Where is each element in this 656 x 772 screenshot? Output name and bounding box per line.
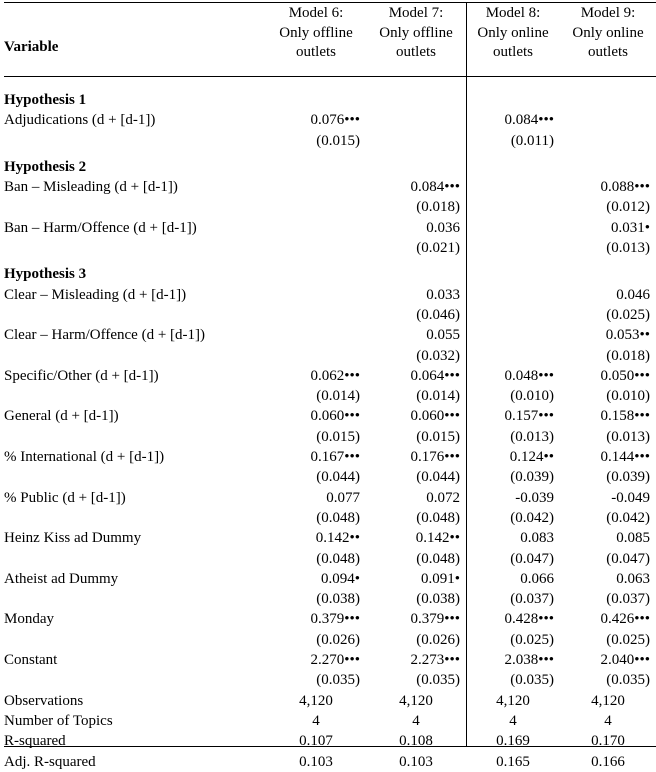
standard-error-row: [4, 427, 656, 447]
standard-error-cell: (0.047): [606, 550, 650, 567]
standard-error-cell: (0.048): [416, 550, 460, 567]
standard-error-row: [4, 549, 656, 569]
model-header: [366, 4, 466, 84]
coefficient-cell: 0.176•••: [410, 449, 460, 466]
coefficient-row: [4, 488, 656, 508]
standard-error-cell: (0.013): [606, 240, 650, 257]
empty-cell: [266, 90, 366, 110]
empty-cell: [366, 264, 466, 284]
standard-error-row: [4, 670, 656, 690]
coefficient-cell: 0.426•••: [600, 611, 650, 628]
empty-cell: [4, 238, 266, 258]
standard-error-row: [4, 386, 656, 406]
coefficient-cell: 0.048•••: [504, 367, 554, 384]
coefficient-row: [4, 285, 656, 305]
coefficient-cell: [560, 110, 656, 130]
regression-table-page: [4, 0, 656, 770]
coefficient-cell: [266, 325, 366, 345]
standard-error-cell: [466, 238, 560, 258]
statistic-value: 4,120: [399, 692, 433, 709]
hypothesis-heading-row: [4, 157, 656, 177]
empty-cell: [4, 305, 266, 325]
variable-label: % International (d + [d-1]): [4, 449, 165, 466]
coefficient-cell: 0.077: [326, 489, 360, 506]
coefficient-cell: [466, 177, 560, 197]
standard-error-cell: (0.025): [606, 306, 650, 323]
statistic-label: R-squared: [4, 733, 66, 750]
standard-error-cell: (0.048): [416, 509, 460, 526]
statistic-value: 0.108: [399, 733, 433, 750]
coefficient-cell: 2.270•••: [310, 652, 360, 669]
model-outlet-type: Only online: [477, 24, 549, 41]
coefficient-cell: -0.049: [611, 489, 650, 506]
coefficient-cell: 0.088•••: [600, 179, 650, 196]
empty-cell: [4, 131, 266, 151]
empty-cell: [466, 90, 560, 110]
empty-cell: [266, 157, 366, 177]
coefficient-cell: [266, 177, 366, 197]
standard-error-cell: (0.038): [416, 591, 460, 608]
coefficient-row: [4, 569, 656, 589]
model-header: [560, 4, 656, 84]
model-outlet-word: outlets: [493, 44, 533, 60]
coefficient-row: [4, 406, 656, 426]
standard-error-cell: (0.014): [416, 388, 460, 405]
empty-cell: [466, 264, 560, 284]
standard-error-cell: (0.035): [510, 672, 554, 689]
standard-error-cell: (0.039): [510, 469, 554, 486]
coefficient-cell: [266, 218, 366, 238]
variable-label: Ban – Harm/Offence (d + [d-1]): [4, 219, 197, 236]
coefficient-cell: 0.031•: [610, 219, 650, 236]
coefficient-cell: 0.064•••: [410, 367, 460, 384]
empty-cell: [266, 264, 366, 284]
standard-error-cell: (0.035): [316, 672, 360, 689]
statistic-value: 4,120: [496, 692, 530, 709]
empty-cell: [366, 157, 466, 177]
variable-label: Heinz Kiss ad Dummy: [4, 530, 142, 547]
coefficient-cell: 0.050•••: [600, 367, 650, 384]
empty-cell: [4, 386, 266, 406]
coefficient-cell: 0.142••: [415, 530, 460, 547]
coefficient-cell: 0.046: [616, 286, 650, 303]
statistic-value: 0.165: [496, 753, 530, 770]
statistic-value: 4: [412, 712, 420, 729]
coefficient-cell: 0.055: [426, 327, 460, 344]
variable-label: Specific/Other (d + [d-1]): [4, 367, 159, 384]
coefficient-cell: [466, 218, 560, 238]
hypothesis-heading: Hypothesis 2: [4, 158, 87, 175]
statistic-value: 4: [312, 712, 320, 729]
coefficient-row: [4, 366, 656, 386]
model-outlet-word: outlets: [588, 44, 628, 60]
coefficient-row: [4, 218, 656, 238]
variable-label: % Public (d + [d-1]): [4, 489, 126, 506]
standard-error-cell: (0.015): [316, 428, 360, 445]
variable-label: Atheist ad Dummy: [4, 570, 119, 587]
standard-error-cell: (0.039): [606, 469, 650, 486]
coefficient-cell: 0.379•••: [410, 611, 460, 628]
coefficient-cell: [466, 285, 560, 305]
variable-header: Variable: [4, 39, 59, 56]
coefficient-cell: 0.053••: [605, 327, 650, 344]
variable-label: General (d + [d-1]): [4, 408, 119, 425]
empty-cell: [4, 508, 266, 528]
standard-error-cell: (0.012): [606, 199, 650, 216]
empty-cell: [4, 549, 266, 569]
empty-cell: [366, 90, 466, 110]
regression-table: [4, 4, 656, 772]
standard-error-cell: [466, 305, 560, 325]
standard-error-cell: (0.044): [316, 469, 360, 486]
empty-cell: [4, 630, 266, 650]
statistic-label: Observations: [4, 692, 84, 709]
model-number: Model 7:: [388, 5, 444, 21]
standard-error-cell: (0.015): [416, 428, 460, 445]
standard-error-cell: [266, 305, 366, 325]
coefficient-cell: 0.072: [426, 489, 460, 506]
coefficient-row: [4, 110, 656, 130]
coefficient-cell: 0.124••: [509, 449, 554, 466]
statistic-value: 4: [604, 712, 612, 729]
standard-error-cell: [560, 131, 656, 151]
standard-error-cell: (0.048): [316, 509, 360, 526]
statistic-value: 0.103: [399, 753, 433, 770]
standard-error-cell: (0.010): [606, 388, 650, 405]
standard-error-cell: (0.047): [510, 550, 554, 567]
empty-cell: [4, 346, 266, 366]
standard-error-cell: (0.035): [606, 672, 650, 689]
variable-label: Clear – Misleading (d + [d-1]): [4, 286, 187, 303]
standard-error-cell: [266, 346, 366, 366]
coefficient-cell: 0.033: [426, 286, 460, 303]
coefficient-row: [4, 447, 656, 467]
empty-cell: [560, 157, 656, 177]
hypothesis-heading-row: [4, 264, 656, 284]
standard-error-row: [4, 197, 656, 217]
standard-error-cell: (0.015): [316, 132, 360, 149]
statistic-value: 4,120: [299, 692, 333, 709]
standard-error-cell: (0.037): [510, 591, 554, 608]
variable-label: Clear – Harm/Offence (d + [d-1]): [4, 327, 206, 344]
coefficient-cell: 0.094•: [320, 570, 360, 587]
standard-error-row: [4, 131, 656, 151]
standard-error-cell: (0.021): [416, 240, 460, 257]
coefficient-cell: 2.038•••: [504, 652, 554, 669]
statistic-value: 0.166: [591, 753, 625, 770]
coefficient-cell: 0.085: [616, 530, 650, 547]
hypothesis-heading: Hypothesis 3: [4, 266, 87, 283]
statistic-value: 4,120: [591, 692, 625, 709]
standard-error-cell: (0.035): [416, 672, 460, 689]
hypothesis-heading-row: [4, 90, 656, 110]
standard-error-row: [4, 238, 656, 258]
standard-error-row: [4, 305, 656, 325]
standard-error-cell: [266, 238, 366, 258]
standard-error-cell: (0.026): [316, 631, 360, 648]
standard-error-row: [4, 589, 656, 609]
standard-error-cell: (0.037): [606, 591, 650, 608]
standard-error-row: [4, 630, 656, 650]
coefficient-cell: [466, 325, 560, 345]
standard-error-cell: (0.048): [316, 550, 360, 567]
model-number: Model 8:: [485, 5, 541, 21]
coefficient-cell: 0.091•: [420, 570, 460, 587]
standard-error-cell: [366, 131, 466, 151]
model-outlet-type: Only online: [572, 24, 644, 41]
standard-error-cell: [266, 197, 366, 217]
standard-error-cell: (0.010): [510, 388, 554, 405]
coefficient-cell: 0.142••: [315, 530, 360, 547]
standard-error-cell: (0.014): [316, 388, 360, 405]
coefficient-row: [4, 177, 656, 197]
standard-error-row: [4, 467, 656, 487]
standard-error-cell: (0.046): [416, 306, 460, 323]
model-header: [266, 4, 366, 84]
variable-label: Constant: [4, 652, 58, 669]
statistic-label: Adj. R-squared: [4, 753, 96, 770]
coefficient-cell: 0.066: [520, 570, 554, 587]
coefficient-cell: 0.084•••: [410, 179, 460, 196]
coefficient-cell: 2.273•••: [410, 652, 460, 669]
coefficient-cell: [366, 110, 466, 130]
model-number: Model 6:: [288, 5, 344, 21]
empty-cell: [4, 467, 266, 487]
model-outlet-type: Only offline: [379, 24, 453, 41]
coefficient-cell: 0.063: [616, 570, 650, 587]
standard-error-cell: (0.042): [510, 509, 554, 526]
variable-label: Ban – Misleading (d + [d-1]): [4, 179, 178, 196]
standard-error-cell: (0.025): [606, 631, 650, 648]
standard-error-cell: [466, 346, 560, 366]
standard-error-cell: (0.038): [316, 591, 360, 608]
coefficient-cell: 0.167•••: [310, 449, 360, 466]
empty-cell: [466, 157, 560, 177]
coefficient-cell: 0.060•••: [310, 408, 360, 425]
empty-cell: [4, 427, 266, 447]
standard-error-row: [4, 346, 656, 366]
coefficient-cell: 0.060•••: [410, 408, 460, 425]
coefficient-cell: 0.379•••: [310, 611, 360, 628]
standard-error-cell: (0.026): [416, 631, 460, 648]
empty-cell: [560, 264, 656, 284]
coefficient-cell: 0.076•••: [310, 112, 360, 129]
coefficient-row: [4, 609, 656, 629]
model-header: [466, 4, 560, 84]
top-rule: [4, 2, 656, 3]
empty-cell: [560, 90, 656, 110]
model-statistic-row: [4, 691, 656, 711]
statistic-value: 4: [509, 712, 517, 729]
model-statistic-row: [4, 731, 656, 751]
standard-error-cell: [466, 197, 560, 217]
coefficient-row: [4, 325, 656, 345]
variable-label: Adjudications (d + [d-1]): [4, 112, 156, 129]
statistic-value: 0.107: [299, 733, 333, 750]
empty-cell: [4, 197, 266, 217]
model-outlet-word: outlets: [396, 44, 436, 60]
model-number: Model 9:: [580, 5, 636, 21]
statistic-value: 0.169: [496, 733, 530, 750]
standard-error-row: [4, 508, 656, 528]
model-statistic-row: [4, 711, 656, 731]
coefficient-cell: 0.062•••: [310, 367, 360, 384]
empty-cell: [4, 670, 266, 690]
coefficient-cell: 0.083: [520, 530, 554, 547]
empty-cell: [4, 589, 266, 609]
coefficient-cell: 0.157•••: [504, 408, 554, 425]
coefficient-cell: -0.039: [515, 489, 554, 506]
hypothesis-heading: Hypothesis 1: [4, 92, 87, 108]
coefficient-cell: 0.084•••: [504, 112, 554, 129]
standard-error-cell: (0.011): [510, 132, 554, 149]
statistic-value: 0.170: [591, 733, 625, 750]
coefficient-row: [4, 650, 656, 670]
standard-error-cell: (0.013): [606, 428, 650, 445]
model-outlet-word: outlets: [296, 44, 336, 60]
standard-error-cell: (0.032): [416, 347, 460, 364]
standard-error-cell: (0.013): [510, 428, 554, 445]
coefficient-cell: 2.040•••: [600, 652, 650, 669]
standard-error-cell: (0.042): [606, 509, 650, 526]
model-outlet-type: Only offline: [279, 24, 353, 41]
model-statistic-row: [4, 752, 656, 772]
variable-label: Monday: [4, 611, 54, 628]
standard-error-cell: (0.018): [606, 347, 650, 364]
coefficient-cell: 0.428•••: [504, 611, 554, 628]
coefficient-cell: 0.144•••: [600, 449, 650, 466]
standard-error-cell: (0.025): [510, 631, 554, 648]
table-header-row: [4, 4, 656, 84]
coefficient-cell: 0.036: [426, 219, 460, 236]
standard-error-cell: (0.018): [416, 199, 460, 216]
coefficient-cell: 0.158•••: [600, 408, 650, 425]
statistic-value: 0.103: [299, 753, 333, 770]
statistic-label: Number of Topics: [4, 712, 113, 729]
standard-error-cell: (0.044): [416, 469, 460, 486]
coefficient-cell: [266, 285, 366, 305]
table-body: [4, 84, 656, 772]
coefficient-row: [4, 528, 656, 548]
